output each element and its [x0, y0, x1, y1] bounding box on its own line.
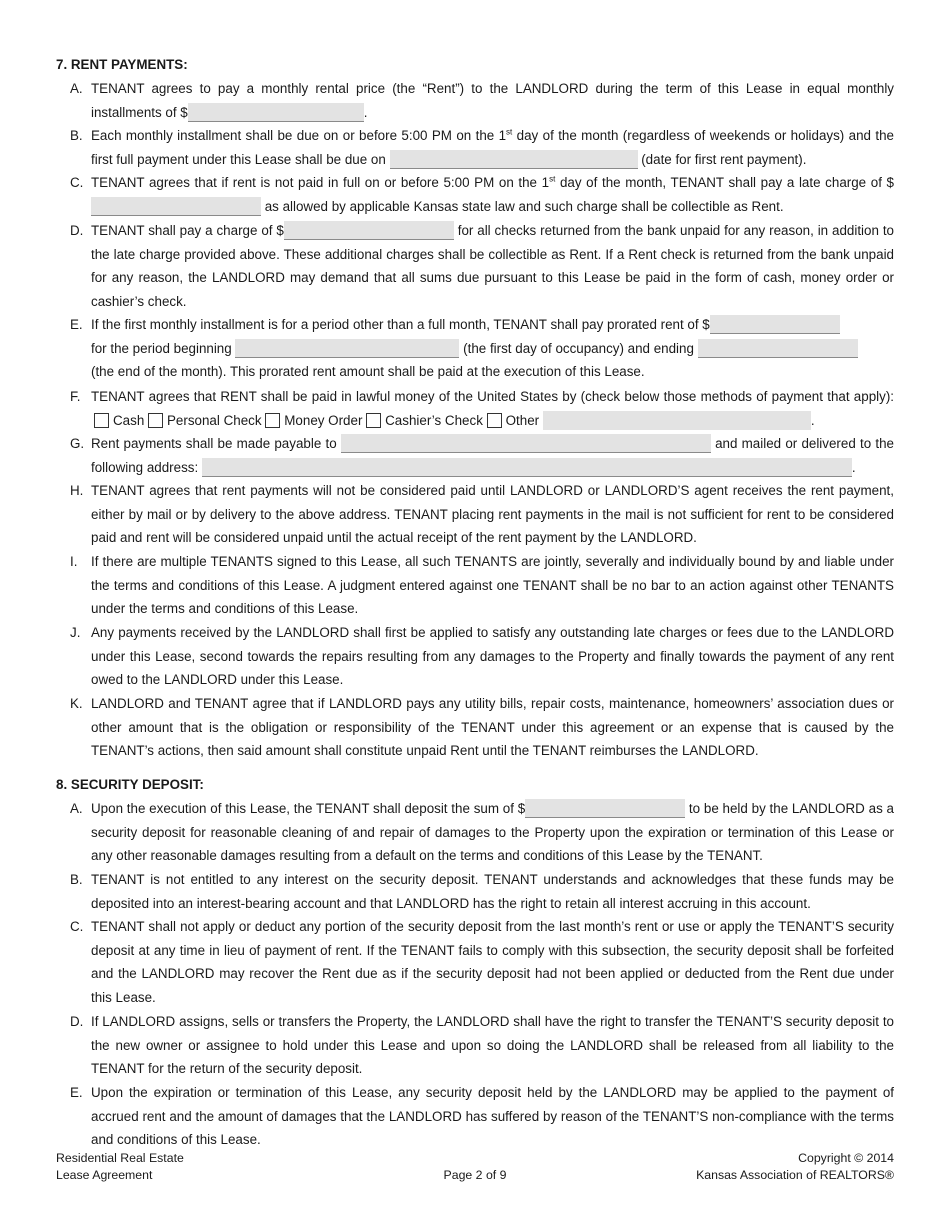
clause-text: If LANDLORD assigns, sells or transfers the Property, the LANDLORD shall have the right to transfer the TENANT’S security deposit to the new owner or assignee to hold under this Lease and upon so doing the LANDLORD shall be released from all liability to the TENANT for the return of the security deposit.: [91, 1014, 894, 1077]
payment-option-label: Other: [505, 412, 540, 428]
clause-8b: [56, 868, 894, 915]
clause-text: and mailed or delivered to the following address:: [91, 436, 895, 475]
clause-letter: A.: [70, 801, 83, 816]
clause-text: for the period beginning: [91, 340, 236, 356]
payment-option-label: Cash: [113, 412, 145, 428]
clause-text: as allowed by applicable Kansas state law and such charge shall be collectible as Rent.: [261, 198, 784, 214]
clause-7k: [56, 692, 894, 763]
other-payment-method-field[interactable]: [543, 411, 811, 430]
clause-letter: D.: [70, 223, 84, 238]
cashiers-check-checkbox[interactable]: [366, 413, 381, 428]
first-payment-date-field[interactable]: [390, 150, 638, 169]
clause-7h: [56, 479, 894, 550]
clause-letter: J.: [70, 625, 81, 640]
prorated-period-start-field[interactable]: [235, 339, 459, 358]
clause-8c: [56, 915, 894, 1010]
clause-text: Each monthly installment shall be due on or before 5:00 PM on the 1: [91, 128, 507, 143]
footer-form-type: Lease Agreement: [56, 1168, 153, 1182]
clause-text: Rent payments shall be made payable to: [91, 436, 341, 451]
clause-text: TENANT shall not apply or deduct any portion of the security deposit from the last month’s rent or use or apply the TENANT’S security deposit at any time in lieu of payment of rent. If the TENANT fails to comply with this subsection, the security deposit shall be forfeited and the LANDLORD may recover the Rent due as if the security deposit had not been applied or deducted from the Rent due under this Lease.: [91, 919, 894, 1006]
clause-text: Any payments received by the LANDLORD shall first be applied to satisfy any outstanding late charges or fees due to the LANDLORD under this Lease, second towards the repairs resulting from any damages to the Property and finally towards the payment of any rent owed to the LANDLORD under this Lease.: [91, 625, 894, 688]
clause-letter: E.: [70, 317, 83, 332]
clause-7j: [56, 621, 894, 692]
prorated-rent-amount-field[interactable]: [710, 315, 840, 334]
clause-text: for all checks returned from the bank unpaid for any reason, in addition to the late charge provided above. These additional charges shall be collectible as Rent. If a Rent check is returned from the bank unpaid for any reason, the LANDLORD may demand that all sums due pursuant to this Lease be paid in the form of cash, money order or cashier’s check.: [91, 223, 894, 310]
clause-text: .: [363, 104, 368, 120]
clause-text: TENANT agrees to pay a monthly rental price (the “Rent”) to the LANDLORD during the term of this Lease in equal monthly installments of $: [91, 81, 894, 120]
clause-7c: [56, 171, 894, 218]
clause-text: to be held by the LANDLORD as a security deposit for reasonable cleaning of and repair of damages to the Property upon the expiration or termination of this Lease or any other reasonable damages resulting from a default on the terms and conditions of this Lease by the TENANT.: [91, 801, 894, 864]
clause-text: If the first monthly installment is for a period other than a full month, TENANT shall pay prorated rent of $: [91, 317, 710, 332]
payable-to-field[interactable]: [341, 434, 711, 453]
cash-checkbox[interactable]: [94, 413, 109, 428]
clause-letter: H.: [70, 483, 84, 498]
clause-text: .: [810, 412, 815, 428]
security-deposit-amount-field[interactable]: [525, 799, 685, 818]
page-number: Page 2 of 9: [443, 1168, 507, 1182]
footer-publisher: Kansas Association of REALTORS®: [696, 1168, 894, 1182]
clause-7b: [56, 124, 894, 171]
payment-option-label: Money Order: [284, 412, 363, 428]
clause-letter: B.: [70, 872, 83, 887]
personal-check-checkbox[interactable]: [148, 413, 163, 428]
clause-letter: C.: [70, 175, 84, 190]
ordinal-suffix: st: [506, 127, 513, 137]
footer-form-name: Residential Real Estate: [56, 1151, 184, 1165]
clause-text: TENANT agrees that rent payments will not be considered paid until LANDLORD or LANDLORD’S agent receives the rent payment, either by mail or by delivery to the above address. TENANT placing rent payments in the mail is not sufficient for rent to be considered paid and rent will be considered unpaid until the actual receipt of the rent payment by the LANDLORD.: [91, 483, 894, 546]
clause-7d: [56, 219, 894, 314]
clause-7a: [56, 77, 894, 124]
section-7-title: 7. RENT PAYMENTS:: [56, 57, 188, 72]
clause-letter: I.: [70, 554, 78, 569]
clause-text: .: [851, 459, 856, 475]
clause-text: (the first day of occupancy) and ending: [459, 340, 698, 356]
clause-letter: G.: [70, 436, 85, 451]
clause-letter: A.: [70, 81, 83, 96]
clause-8a: [56, 797, 894, 868]
clause-text: TENANT shall pay a charge of $: [91, 223, 284, 238]
footer-right: [696, 1150, 894, 1184]
section-8-title: 8. SECURITY DEPOSIT:: [56, 777, 204, 792]
clause-text: Upon the execution of this Lease, the TENANT shall deposit the sum of $: [91, 801, 526, 816]
clause-7f: [56, 385, 894, 432]
money-order-checkbox[interactable]: [265, 413, 280, 428]
clause-text: Upon the expiration or termination of this Lease, any security deposit held by the LANDLORD may be applied to the payment of accrued rent and the amount of damages that the LANDLORD has suffered by reason of the TENANT’S non-compliance with the terms and conditions of this Lease.: [91, 1085, 894, 1148]
ordinal-suffix: st: [549, 174, 556, 184]
clause-text: TENANT agrees that if rent is not paid in full on or before 5:00 PM on the 1: [91, 175, 550, 190]
clause-8e: [56, 1081, 894, 1152]
clause-text: If there are multiple TENANTS signed to this Lease, all such TENANTS are jointly, severally and individually bound by and liable under the terms and conditions of this Lease. A judgment entered against one TENANT shall be no bar to an action against other TENANTS under the terms and conditions of this Lease.: [91, 554, 894, 617]
clause-text: day of the month (regardless of weekends or holidays) and the first full payment under this Lease shall be due on: [91, 128, 894, 167]
payment-option-label: Personal Check: [167, 412, 262, 428]
clause-letter: E.: [70, 1085, 83, 1100]
other-checkbox[interactable]: [487, 413, 502, 428]
footer-left: [56, 1150, 184, 1184]
clause-7g: [56, 432, 894, 479]
clause-text: LANDLORD and TENANT agree that if LANDLORD pays any utility bills, repair costs, maintenance, homeowners’ association dues or other amount that is the obligation or responsibility of the TENANT under this agreement or an expense that is caused by the TENANT’s actions, then said amount shall constitute unpaid Rent until the TENANT reimburses the LANDLORD.: [91, 696, 894, 759]
clause-7i: [56, 550, 894, 621]
clause-text: (date for first rent payment).: [637, 151, 807, 167]
clause-letter: K.: [70, 696, 83, 711]
payment-option-label: Cashier’s Check: [385, 412, 483, 428]
clause-text: (the end of the month). This prorated rent amount shall be paid at the execution of this Lease.: [91, 364, 645, 380]
clause-text: day of the month, TENANT shall pay a late charge of $: [555, 175, 894, 190]
monthly-rent-amount-field[interactable]: [188, 103, 364, 122]
clause-8d: [56, 1010, 894, 1081]
late-charge-amount-field[interactable]: [91, 197, 261, 216]
clause-letter: D.: [70, 1014, 84, 1029]
returned-check-charge-field[interactable]: [284, 221, 454, 240]
clause-letter: C.: [70, 919, 84, 934]
clause-7e: [56, 313, 894, 384]
footer-copyright: Copyright © 2014: [798, 1151, 894, 1165]
prorated-period-end-field[interactable]: [698, 339, 858, 358]
mailing-address-field[interactable]: [202, 458, 852, 477]
clause-text: TENANT is not entitled to any interest on the security deposit. TENANT understands and acknowledges that these funds may be deposited into an interest-bearing account and that LANDLORD has the right to retain all interest accruing in this account.: [91, 872, 894, 911]
clause-letter: B.: [70, 128, 83, 143]
clause-letter: F.: [70, 389, 81, 404]
clause-text: TENANT agrees that RENT shall be paid in lawful money of the United States by (check below those methods of payment that apply):: [91, 389, 894, 404]
